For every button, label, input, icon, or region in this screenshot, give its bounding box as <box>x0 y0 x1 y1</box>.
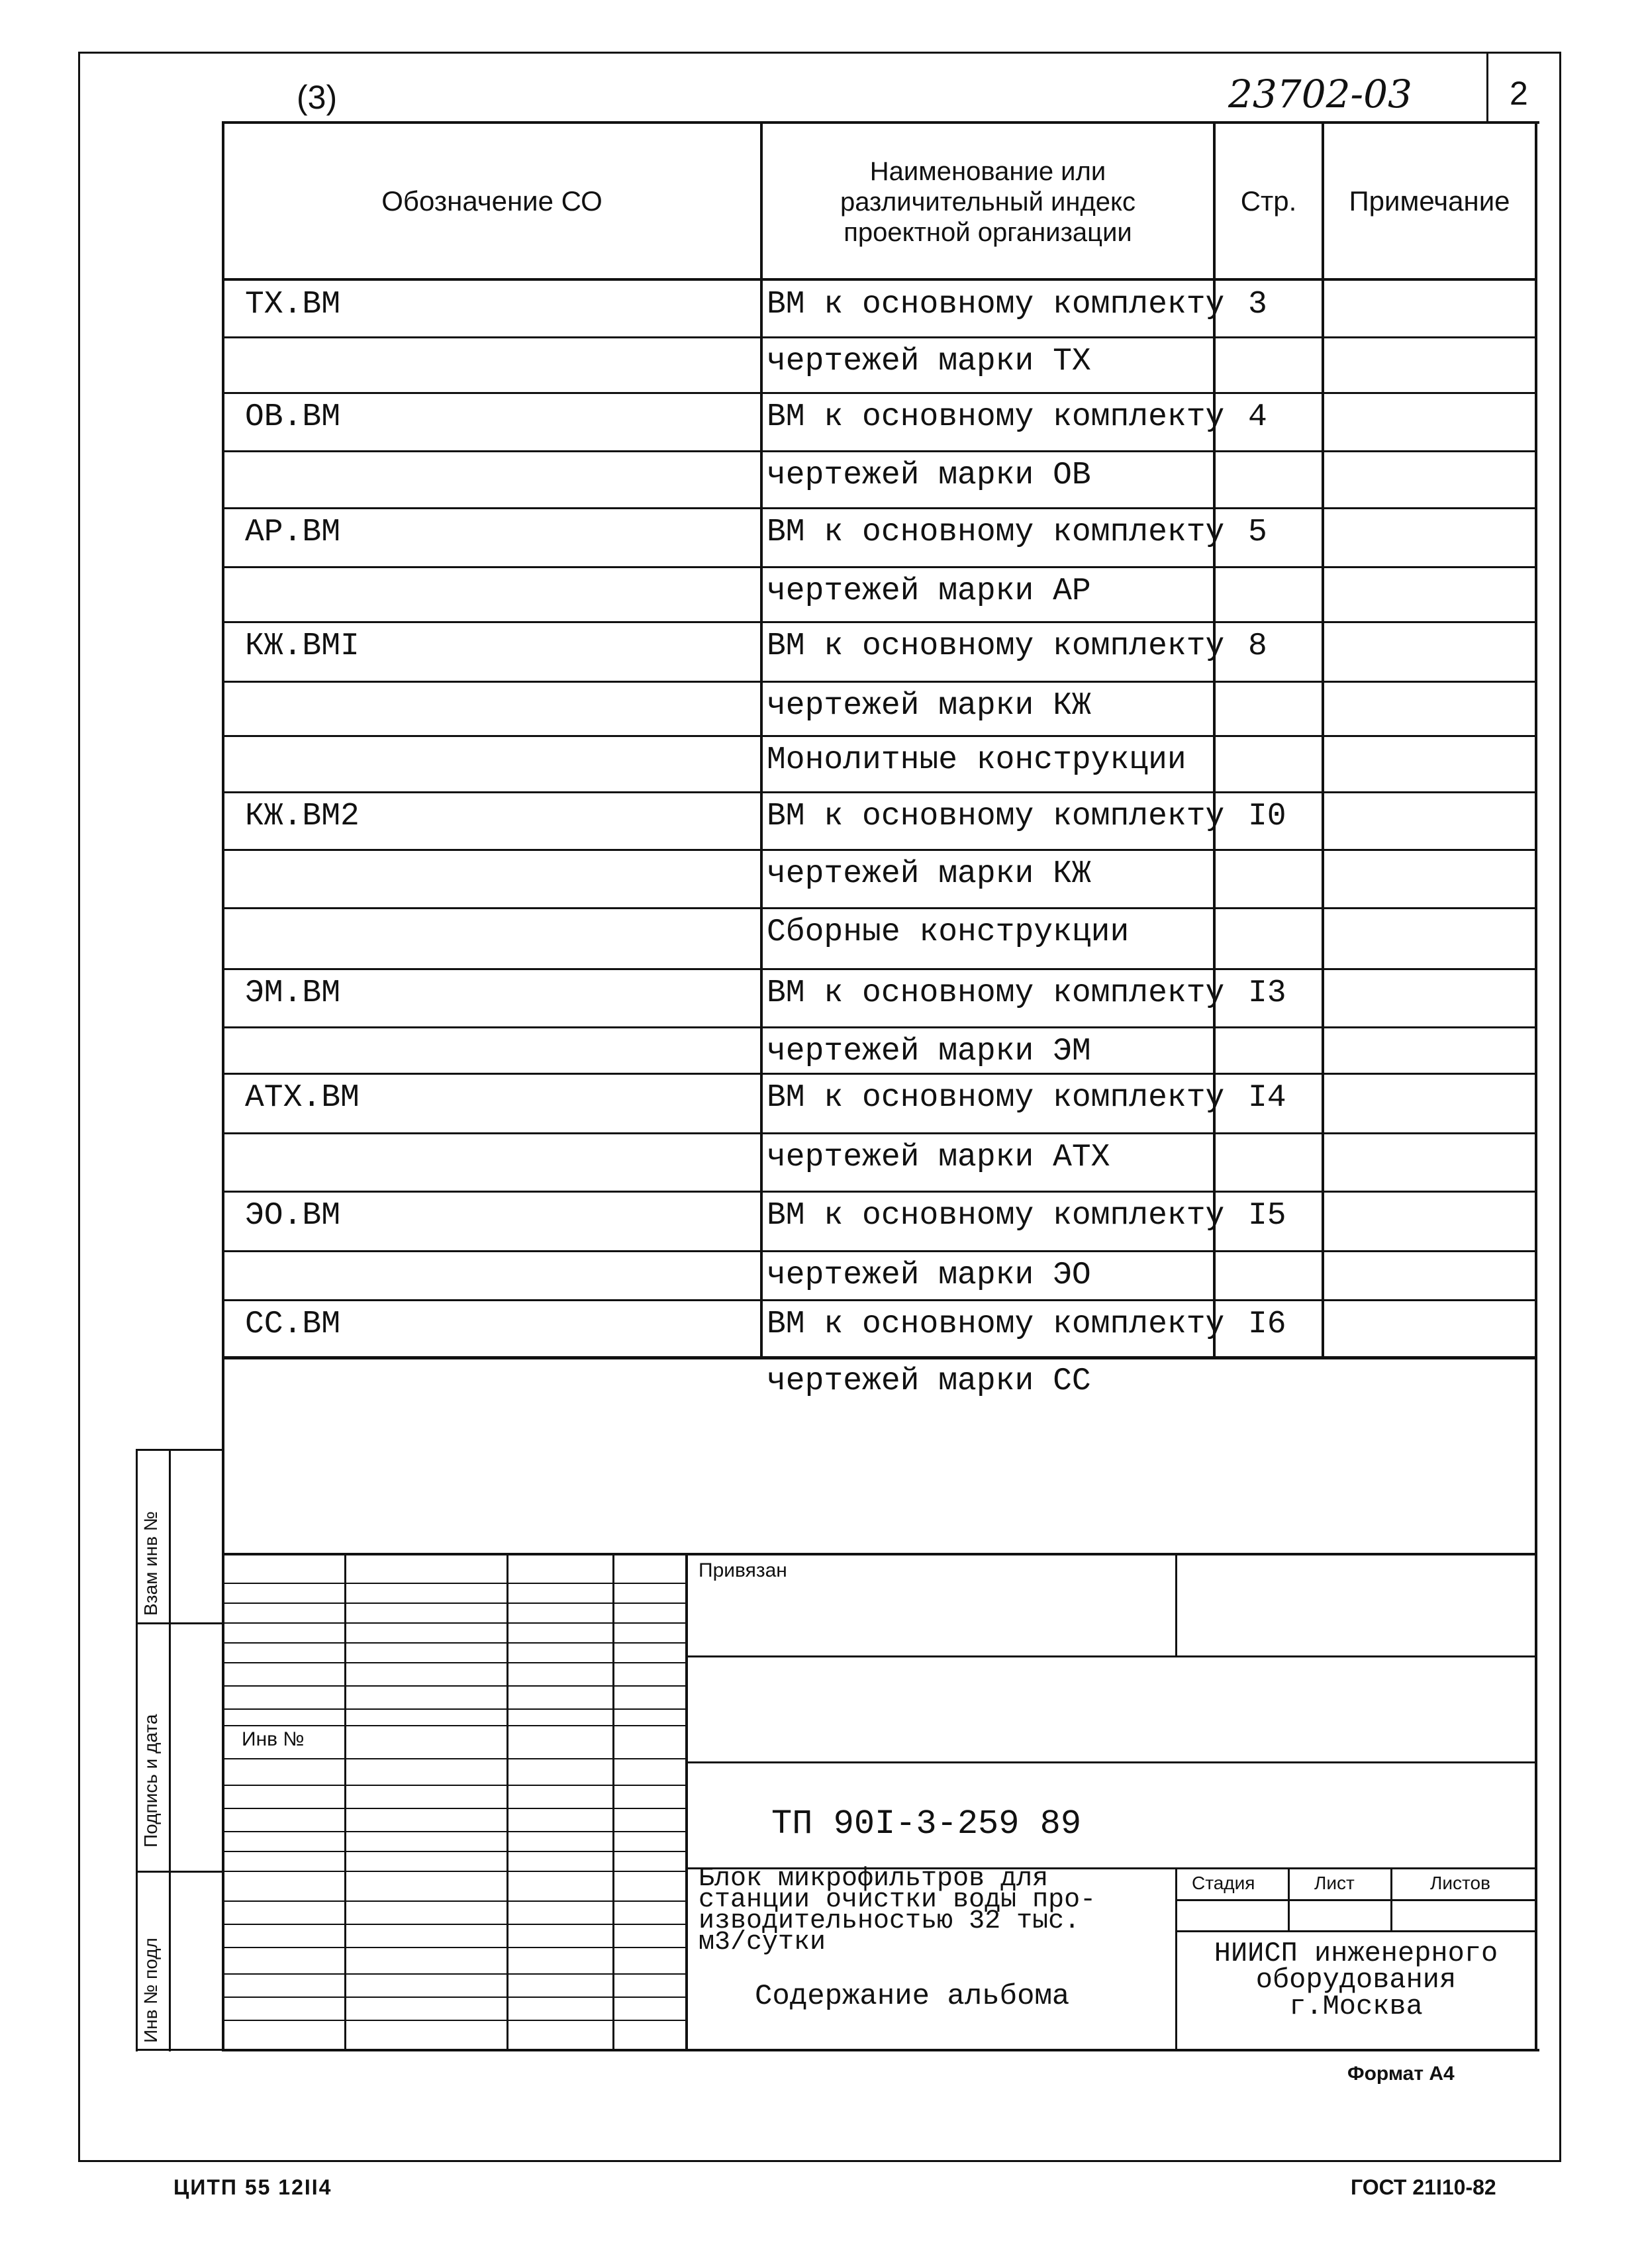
grid-line <box>224 1299 1535 1301</box>
row-name: ВМ к основному комплекту <box>767 399 1225 435</box>
sheet-ref: (3) <box>297 79 338 116</box>
grid-line <box>224 907 1535 909</box>
title-grid-line <box>224 1997 687 1998</box>
title-grid-line <box>224 1973 687 1975</box>
grid-line <box>224 392 1535 394</box>
row-code: ЭМ.ВМ <box>245 975 341 1011</box>
title-grid-line <box>224 1708 687 1710</box>
row-code: СС.ВМ <box>245 1307 341 1342</box>
row-name: ВМ к основному комплекту <box>767 628 1225 664</box>
description-line-3: изводительностью 32 тыс. <box>699 1906 1081 1936</box>
col-note-header: Примечание <box>1349 185 1510 217</box>
row-name: ВМ к основному комплекту <box>767 799 1225 834</box>
title-grid-line <box>224 1924 687 1925</box>
grid-line <box>224 450 1535 452</box>
grid-line <box>224 849 1535 851</box>
side-label-vzam: Взам инв № <box>140 1511 161 1616</box>
description-line-4: м3/сутки <box>699 1928 826 1957</box>
row-code: АР.ВМ <box>245 515 341 550</box>
format-label: Формат А4 <box>1347 2063 1455 2085</box>
title-grid-line <box>224 1871 687 1872</box>
row-page: I0 <box>1248 799 1286 834</box>
grid-line <box>224 735 1535 737</box>
title-grid-line <box>224 1785 687 1786</box>
sheet-label: Лист <box>1314 1873 1355 1893</box>
title-grid-line <box>224 1725 687 1726</box>
row-name: ВМ к основному комплекту <box>767 287 1225 322</box>
row-page: 5 <box>1248 515 1267 550</box>
side-label-signature: Подпись и дата <box>140 1714 161 1848</box>
grid-line <box>224 681 1535 683</box>
grid-line <box>224 1357 1535 1359</box>
title-grid-line <box>224 1622 687 1624</box>
row-code: ОВ.ВМ <box>245 399 341 435</box>
title-grid-line <box>224 1851 687 1852</box>
row-code: КЖ.ВМI <box>245 628 360 664</box>
row-code: ЭО.ВМ <box>245 1198 341 1234</box>
footer-left-code: ЦИТП 55 12II4 <box>173 2175 332 2199</box>
row-page: I3 <box>1248 975 1286 1011</box>
row-name: чертежей марки ЭМ <box>767 1034 1091 1069</box>
row-name: ВМ к основному комплекту <box>767 1307 1225 1342</box>
row-name: Монолитные конструкции <box>767 742 1186 778</box>
grid-line <box>224 791 1535 793</box>
organization-line-3: г.Москва <box>1289 1991 1423 2022</box>
row-code: ТХ.ВМ <box>245 287 341 322</box>
stage-label: Стадия <box>1192 1873 1255 1893</box>
row-page: I4 <box>1248 1080 1286 1116</box>
row-page: 8 <box>1248 628 1267 664</box>
col-name-header: Наименование или различительный индекс проектной организации <box>840 156 1136 247</box>
organization-line-2: оборудования <box>1255 1964 1457 1996</box>
row-page: I5 <box>1248 1198 1286 1234</box>
title-grid-line <box>224 1831 687 1832</box>
inv-no-label: Инв № <box>242 1728 305 1750</box>
grid-line <box>224 1073 1535 1075</box>
project-code: ТП 90I-3-259 89 <box>771 1804 1082 1844</box>
description-line-1: Блок микрофильтров для <box>699 1864 1049 1894</box>
row-name: чертежей марки СС <box>767 1363 1091 1399</box>
row-name: чертежей марки АР <box>767 573 1091 609</box>
row-code: АТХ.ВМ <box>245 1080 360 1116</box>
organization <box>1177 1940 1535 2020</box>
title-grid-line <box>224 1583 687 1584</box>
grid-line <box>224 1026 1535 1028</box>
row-name: ВМ к основному комплекту <box>767 515 1225 550</box>
footer-gost: ГОСТ 21I10-82 <box>1351 2175 1496 2199</box>
row-name: ВМ к основному комплекту <box>767 1198 1225 1234</box>
grid-line <box>224 507 1535 509</box>
grid-line <box>760 124 763 1357</box>
row-page: 4 <box>1248 399 1267 435</box>
title-grid-line <box>224 1602 687 1604</box>
row-name: чертежей марки АТХ <box>767 1140 1110 1175</box>
row-code: КЖ.ВМ2 <box>245 799 360 834</box>
sheets-label: Листов <box>1430 1873 1490 1893</box>
row-name: Сборные конструкции <box>767 914 1130 950</box>
row-name: ВМ к основному комплекту <box>767 1080 1225 1116</box>
row-page: I6 <box>1248 1307 1286 1342</box>
document-number: 23702-03 <box>1228 72 1412 117</box>
title-grid-line <box>224 1758 687 1759</box>
title-grid-line <box>224 1808 687 1809</box>
grid-line <box>224 1250 1535 1252</box>
title-grid-line <box>224 1900 687 1902</box>
grid-line <box>1322 124 1324 1357</box>
organization-line-1: НИИСП инженерного <box>1214 1938 1498 1969</box>
col-page-header: Стр. <box>1240 185 1297 217</box>
grid-line <box>224 968 1535 970</box>
row-page: 3 <box>1248 287 1267 322</box>
grid-line <box>224 1132 1535 1134</box>
title-grid-line <box>224 1685 687 1687</box>
title-grid-line <box>224 1947 687 1948</box>
page-number: 2 <box>1510 75 1528 112</box>
grid-line <box>224 278 1535 281</box>
grid-line <box>224 621 1535 623</box>
title-grid-line <box>224 1642 687 1644</box>
description-line-2: станции очистки воды про- <box>699 1885 1096 1915</box>
col-designation-header: Обозначение СО <box>381 185 603 217</box>
side-label-inv-orig: Инв № подл <box>140 1938 161 2043</box>
title-grid-line <box>224 2020 687 2021</box>
row-name: чертежей марки ЭО <box>767 1257 1091 1293</box>
row-name: чертежей марки КЖ <box>767 856 1091 892</box>
row-name: чертежей марки ТХ <box>767 344 1091 379</box>
sheet-title: Содержание альбома <box>755 1980 1070 2013</box>
grid-line <box>224 566 1535 568</box>
grid-line <box>224 336 1535 338</box>
row-name: чертежей марки ОВ <box>767 458 1091 493</box>
title-grid-line <box>224 1662 687 1663</box>
grid-line <box>224 1191 1535 1193</box>
project-description <box>699 1864 1096 1957</box>
row-name: ВМ к основному комплекту <box>767 975 1225 1011</box>
row-name: чертежей марки КЖ <box>767 688 1091 724</box>
privyazan-label: Привязан <box>699 1559 787 1581</box>
